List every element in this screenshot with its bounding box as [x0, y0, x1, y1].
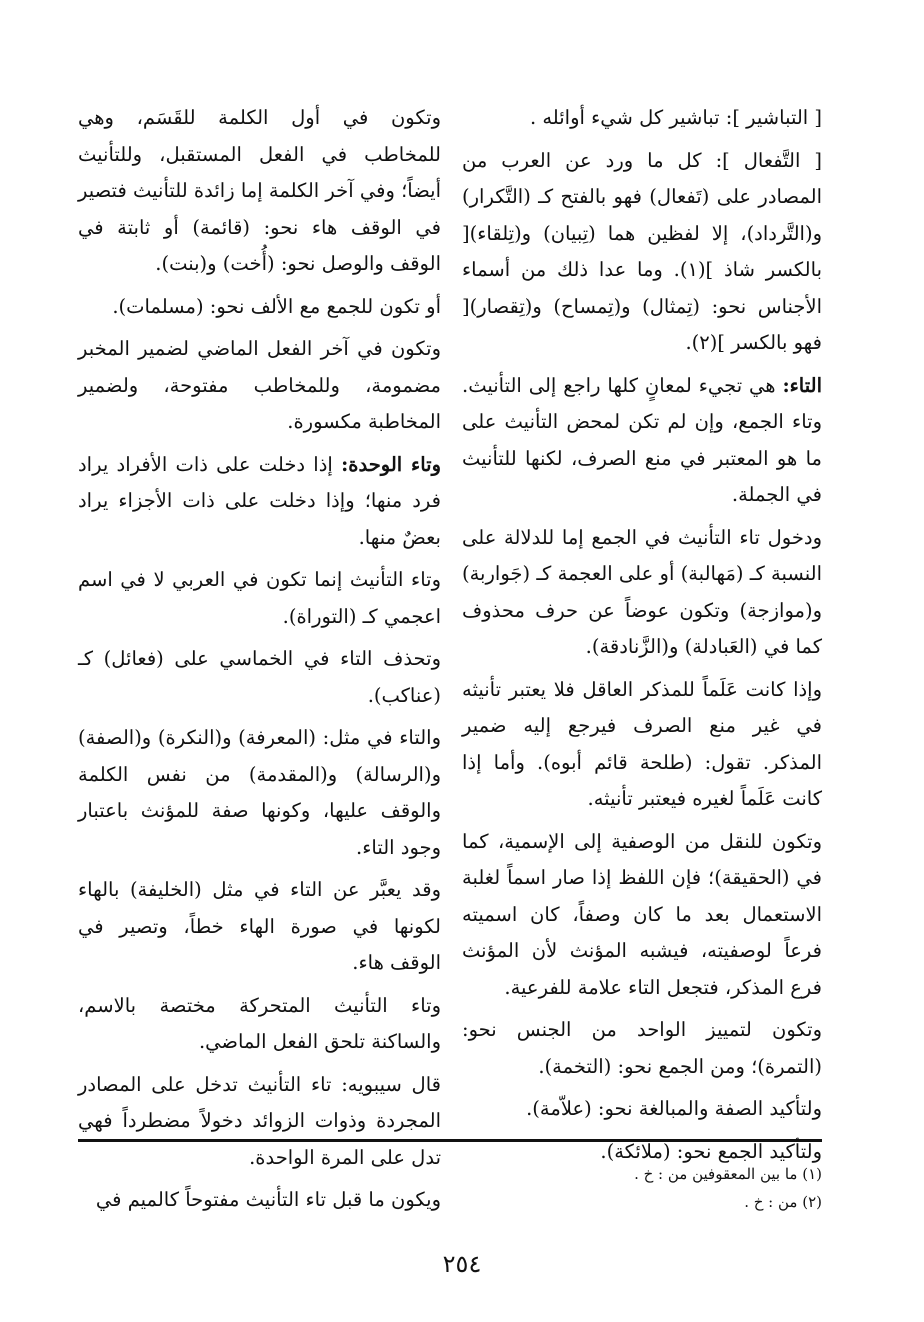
- paragraph: [78, 988, 441, 1061]
- paragraph: [78, 1067, 441, 1177]
- paragraph: [462, 1091, 822, 1128]
- paragraph: [462, 520, 822, 666]
- paragraph: [78, 100, 441, 283]
- entry-text: [ التباشير ]: تباشير كل شيء أوائله .: [529, 106, 822, 129]
- footnote: (٢) من : خ .: [744, 1193, 822, 1211]
- paragraph: [462, 672, 822, 818]
- entry-text: [ التَّفعال ]: كل ما ورد عن العرب من المصادر على (تَفعال) فهو بالفتح كـ (التَّكرار) و(التَّرداد)، إلا لفظين هما (تِبيان) و(تِلقاء)[ بالكسر شاذ ](١). وما عدا ذلك من أسماء الأجناس نحو: (تِمثال) و(تِمساح) و(تِقصار)[ فهو بالكسر ](٢).: [462, 148, 822, 354]
- left-text-column: [78, 100, 441, 1225]
- footnote-divider: [78, 1139, 822, 1142]
- paragraph: [78, 641, 441, 714]
- entry-text: إذا دخلت على ذات الأفراد يراد فرد منها؛ وإذا دخلت على ذات الأجزاء يراد بعضٌ منها.: [78, 452, 441, 549]
- entry-text: وتاء التأنيث المتحركة مختصة بالاسم، والساكنة تلحق الفعل الماضي.: [78, 993, 441, 1053]
- entry-text: قال سيبويه: تاء التأنيث تدخل على المصادر المجردة وذوات الزوائد دخولاً مضطرداً فهي تدل على المرة الواحدة.: [78, 1072, 441, 1169]
- paragraph: [462, 1012, 822, 1085]
- entry-text: وتكون في أول الكلمة للقَسَم، وهي للمخاطب في الفعل المستقبل، وللتأنيث أيضاً؛ وفي آخر الكلمة إما زائدة للتأنيث فتصير في الوقف هاء نحو: (قائمة) أو ثابتة في الوقف والوصل نحو: (أُخت) و(بنت).: [78, 106, 441, 275]
- paragraph: [462, 143, 822, 362]
- footnote: (١) ما بين المعقوفين من : خ .: [634, 1165, 822, 1183]
- entry-text: ودخول تاء التأنيث في الجمع إما للدلالة على النسبة كـ (مَهالبة) أو على العجمة كـ (جَواربة) و(موازجة) وتكون عوضاً عن حرف محذوف كما في (العَبادلة) و(الزَّنادقة).: [462, 525, 822, 658]
- entry-term: التاء:: [782, 373, 822, 397]
- paragraph: [462, 368, 822, 514]
- paragraph: [78, 720, 441, 866]
- paragraph: [78, 872, 441, 982]
- entry-term: وتاء الوحدة:: [341, 452, 441, 476]
- footnotes: [500, 1160, 822, 1216]
- page-number: ٢٥٤: [442, 1250, 482, 1278]
- entry-text: أو تكون للجمع مع الألف نحو: (مسلمات).: [112, 294, 441, 318]
- paragraph: [78, 1182, 441, 1219]
- entry-text: وتكون في آخر الفعل الماضي لضمير المخبر مضمومة، وللمخاطب مفتوحة، ولضمير المخاطبة مكسورة.: [78, 337, 441, 433]
- entry-text: وتكون للنقل من الوصفية إلى الإسمية، كما في (الحقيقة)؛ فإن اللفظ إذا صار اسماً لغلبة الاستعمال بعد ما كان وصفاً، كان اسميته فرعاً لوصفيته، فيشبه المؤنث لأن المؤنث فرع المذكر، فتجعل التاء علامة للفرعية.: [462, 829, 822, 999]
- entry-text: والتاء في مثل: (المعرفة) و(النكرة) و(الصفة) و(الرسالة) و(المقدمة) من نفس الكلمة والوقف عليها، وكونها صفة للمؤنث باعتبار وجود التاء.: [78, 726, 441, 859]
- paragraph: [78, 331, 441, 441]
- entry-text: وقد يعبَّر عن التاء في مثل (الخليفة) بالهاء لكونها في صورة الهاء خطاً، وتصير في الوقف هاء.: [78, 878, 441, 974]
- entry-text: ولتأكيد الجمع نحو: (ملائكة).: [600, 1139, 822, 1163]
- right-text-column: [462, 100, 822, 1176]
- paragraph: [462, 824, 822, 1007]
- paragraph: [78, 562, 441, 635]
- entry-text: هي تجيء لمعانٍ كلها راجع إلى التأنيث. وتاء الجمع، وإن لم تكن لمحض التأنيث على ما هو المعتبر في منع الصرف، لكنها للتأنيث في الجملة.: [462, 373, 822, 506]
- paragraph: [78, 447, 441, 557]
- paragraph: [78, 289, 441, 326]
- entry-text: وتحذف التاء في الخماسي على (فعائل) كـ (عناكب).: [78, 647, 441, 707]
- entry-text: وإذا كانت عَلَماً للمذكر العاقل فلا يعتبر تأنيثه في غير منع الصرف فيرجع إليه ضمير المذكر. تقول: (طلحة قائم أبوه). وأما إذا كانت عَلَماً لغيره فيعتبر تأنيثه.: [462, 677, 822, 810]
- entry-text: وتكون لتمييز الواحد من الجنس نحو: (التمرة)؛ ومن الجمع نحو: (التخمة).: [462, 1018, 822, 1078]
- entry-text: ولتأكيد الصفة والمبالغة نحو: (علاّمة).: [526, 1097, 822, 1120]
- entry-text: ويكون ما قبل تاء التأنيث مفتوحاً كالميم في: [95, 1188, 441, 1211]
- paragraph: [462, 100, 822, 137]
- entry-text: وتاء التأنيث إنما تكون في العربي لا في اسم اعجمي كـ (التوراة).: [78, 568, 441, 628]
